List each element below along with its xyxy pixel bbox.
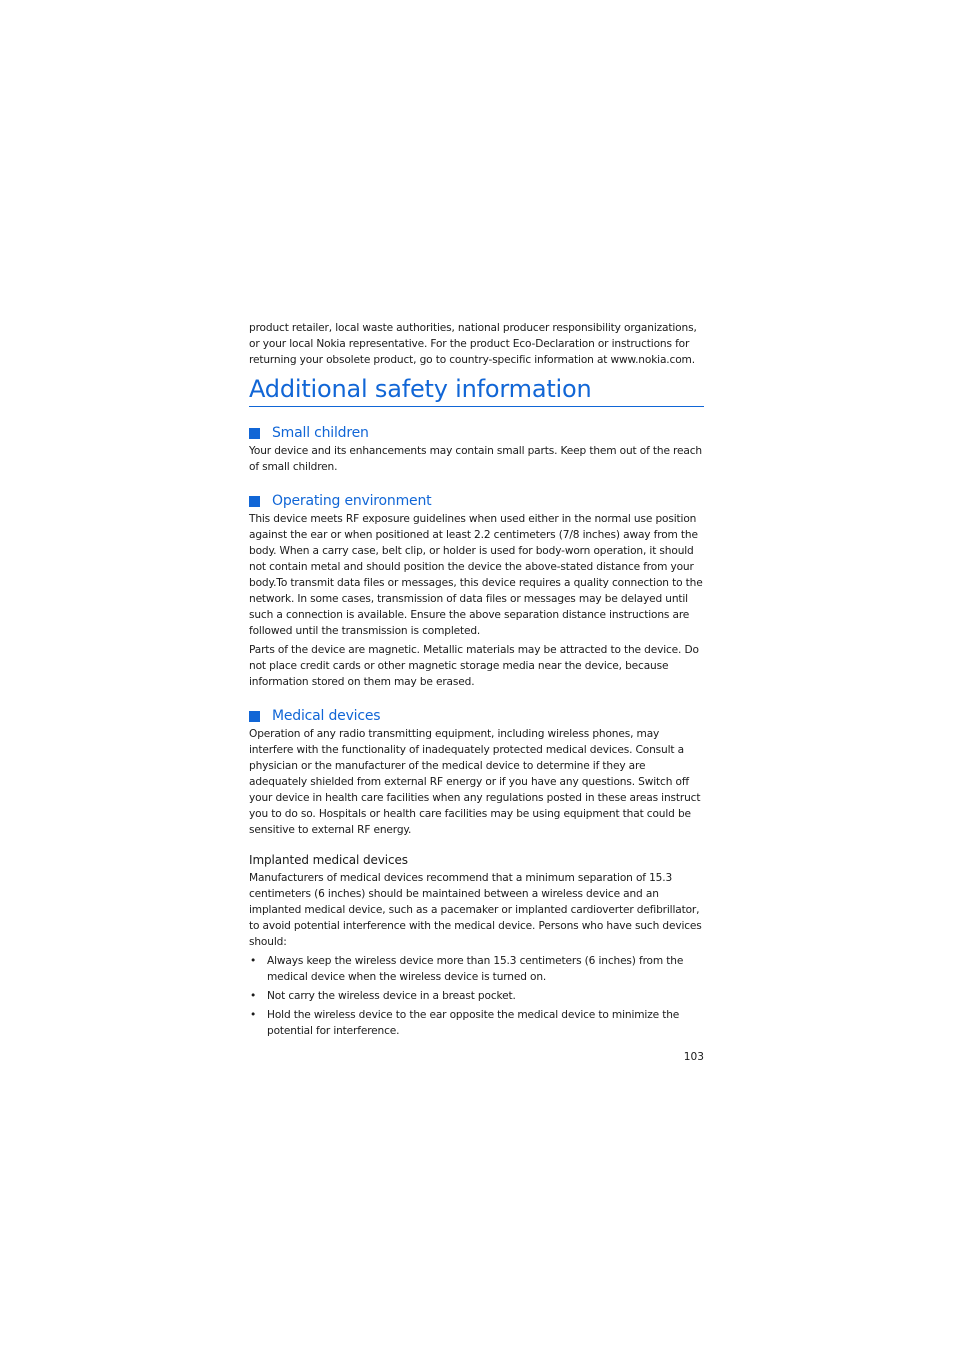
list-item (249, 953, 704, 985)
intro-paragraph: product retailer, local waste authorities, national producer responsibility organizations, or your local Nokia representative. For the product Eco-Declaration or instructions for returning your obsolete product, go to country-specific information at www.nokia.com. (249, 322, 697, 366)
section-square-icon (249, 428, 260, 439)
section-small-children (249, 424, 704, 475)
list-item (249, 988, 704, 1004)
paragraph: This device meets RF exposure guidelines when used either in the normal use position against the ear or when positioned at least 2.2 centimeters (7/8 inches) away from the body. When a carry case, belt clip, or holder is used for body-worn operation, it should not contain metal and should position the device the above-stated distance from your body.To transmit data files or messages, this device requires a quality connection to the network. In some cases, transmission of data files or messages may be delayed until such a connection is available. Ensure the above separation distance instructions are followed until the transmission is completed. (249, 513, 703, 637)
page-number: 103 (683, 1051, 704, 1063)
list-item-text: Always keep the wireless device more than 15.3 centimeters (6 inches) from the medical device when the wireless device is turned on. (267, 955, 684, 983)
section-heading (249, 707, 704, 725)
list-item-text: Not carry the wireless device in a breast pocket. (267, 990, 516, 1002)
subheading-implanted-medical-devices: Implanted medical devices (249, 853, 408, 867)
bullet-list (249, 953, 704, 1039)
paragraph: Operation of any radio transmitting equipment, including wireless phones, may interfere with the functionality of inadequately protected medical devices. Consult a physician or the manufacturer of the medical device to determine if they are adequately shielded from external RF energy or if you have any questions. Switch off your device in health care facilities when any regulations posted in these areas instruct you to do so. Hospitals or health care facilities may be using equipment that could be sensitive to external RF energy. (249, 728, 701, 836)
paragraph: Manufacturers of medical devices recommend that a minimum separation of 15.3 centimeters (6 inches) should be maintained between a wireless device and an implanted medical device, such as a pacemaker or implanted cardioverter defibrillator, to avoid potential interference with the medical device. Persons who have such devices should: (249, 872, 702, 948)
section-square-icon (249, 496, 260, 507)
section-heading (249, 492, 704, 510)
section-title-small-children: Small children (272, 425, 369, 441)
paragraph: Your device and its enhancements may contain small parts. Keep them out of the reach of small children. (249, 445, 702, 473)
page-title: Additional safety information (249, 374, 704, 407)
list-item-text: Hold the wireless device to the ear opposite the medical device to minimize the potential for interference. (267, 1009, 680, 1037)
bullet-icon: • (250, 955, 257, 967)
section-square-icon (249, 711, 260, 722)
section-medical-devices (249, 707, 704, 1039)
paragraph: Parts of the device are magnetic. Metallic materials may be attracted to the device. Do not place credit cards or other magnetic storage media near the device, because information stored on them may be erased. (249, 644, 699, 688)
section-title-medical-devices: Medical devices (272, 708, 381, 724)
section-title-operating-environment: Operating environment (272, 493, 432, 509)
bullet-icon: • (250, 990, 257, 1002)
section-operating-environment (249, 492, 704, 690)
document-page (249, 320, 704, 1065)
list-item (249, 1007, 704, 1039)
bullet-icon: • (250, 1009, 257, 1021)
section-heading (249, 424, 704, 442)
